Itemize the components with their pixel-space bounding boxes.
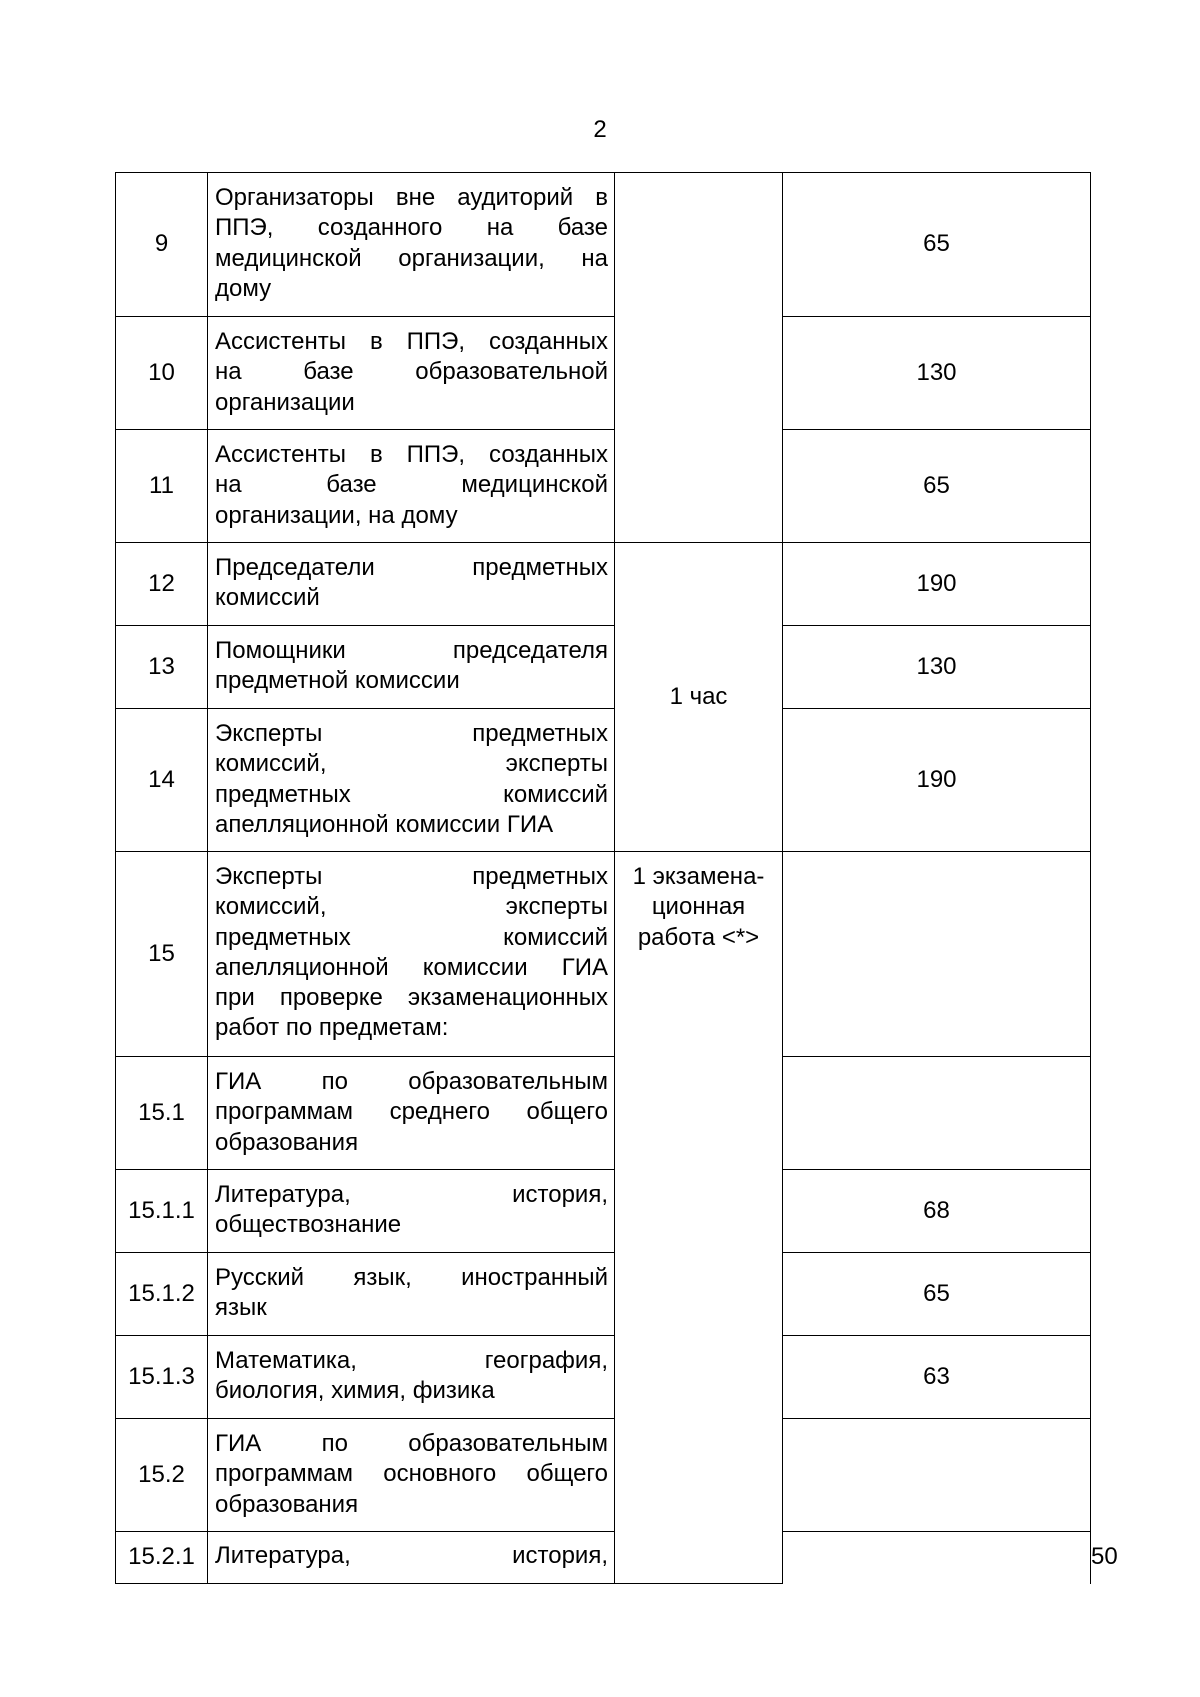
rates-table xyxy=(115,172,1118,1584)
table-row xyxy=(116,430,1091,543)
unit-cell-continued xyxy=(783,1532,1091,1584)
table-row xyxy=(116,1057,1091,1170)
row-value: 130 xyxy=(783,317,1091,430)
row-name: Эксперты предметных комиссий, эксперты предметных комиссий апелляционной комиссии ГИА xyxy=(208,709,615,852)
row-name: Председатели предметных комиссий xyxy=(208,543,615,626)
row-name: ГИА по образовательным программам среднего общего образования xyxy=(208,1057,615,1170)
row-number: 11 xyxy=(116,430,208,543)
table-row xyxy=(116,1419,1091,1532)
row-value: 190 xyxy=(783,709,1091,852)
row-name: Ассистенты в ППЭ, созданных на базе медицинской организации, на дому xyxy=(208,430,615,543)
row-name: ГИА по образовательным программам основного общего образования xyxy=(208,1419,615,1532)
row-number: 13 xyxy=(116,626,208,709)
table-row xyxy=(116,1170,1091,1253)
unit-cell-empty xyxy=(615,173,783,543)
row-name: Русский язык, иностранный язык xyxy=(208,1253,615,1336)
table-row xyxy=(116,1336,1091,1419)
row-value xyxy=(783,1057,1091,1170)
table-row xyxy=(116,317,1091,430)
table-row xyxy=(116,543,1091,626)
row-value: 63 xyxy=(783,1336,1091,1419)
row-name: Литература, история, xyxy=(208,1532,615,1584)
table-row xyxy=(116,709,1091,852)
row-number: 12 xyxy=(116,543,208,626)
table-row xyxy=(116,852,1091,1057)
row-name: Математика, география, биология, химия, физика xyxy=(208,1336,615,1419)
row-number: 9 xyxy=(116,173,208,317)
table-row xyxy=(116,173,1091,317)
row-name: Ассистенты в ППЭ, созданных на базе образовательной организации xyxy=(208,317,615,430)
row-number: 14 xyxy=(116,709,208,852)
row-number: 15.2 xyxy=(116,1419,208,1532)
row-name: Эксперты предметных комиссий, эксперты предметных комиссий апелляционной комиссии ГИА при проверке экзаменационных работ по предметам: xyxy=(208,852,615,1057)
table-row: 15.2.1 Литература, история, 50 xyxy=(116,1532,1091,1584)
table-row xyxy=(116,626,1091,709)
row-value: 65 xyxy=(783,173,1091,317)
row-name: Организаторы вне аудиторий в ППЭ, созданного на базе медицинской организации, на дому xyxy=(208,173,615,317)
row-value: 190 xyxy=(783,543,1091,626)
unit-hour: 1 час xyxy=(615,543,783,852)
row-value: 65 xyxy=(783,1253,1091,1336)
row-value xyxy=(783,852,1091,1057)
table-row xyxy=(116,1253,1091,1336)
row-number: 15.1 xyxy=(116,1057,208,1170)
row-number: 15.1.2 xyxy=(116,1253,208,1336)
row-number: 15.2.1 xyxy=(116,1532,208,1584)
row-number: 15.1.1 xyxy=(116,1170,208,1253)
row-number: 15.1.3 xyxy=(116,1336,208,1419)
page-number: 2 xyxy=(593,116,607,143)
row-name: Помощники председателя предметной комиссии xyxy=(208,626,615,709)
row-value xyxy=(783,1419,1091,1532)
unit-exam-work: 1 экзамена- ционная работа <*> xyxy=(615,852,783,1584)
row-value: 68 xyxy=(783,1170,1091,1253)
row-value: 65 xyxy=(783,430,1091,543)
row-value: 130 xyxy=(783,626,1091,709)
row-number: 15 xyxy=(116,852,208,1057)
row-number: 10 xyxy=(116,317,208,430)
row-name: Литература, история, обществознание xyxy=(208,1170,615,1253)
